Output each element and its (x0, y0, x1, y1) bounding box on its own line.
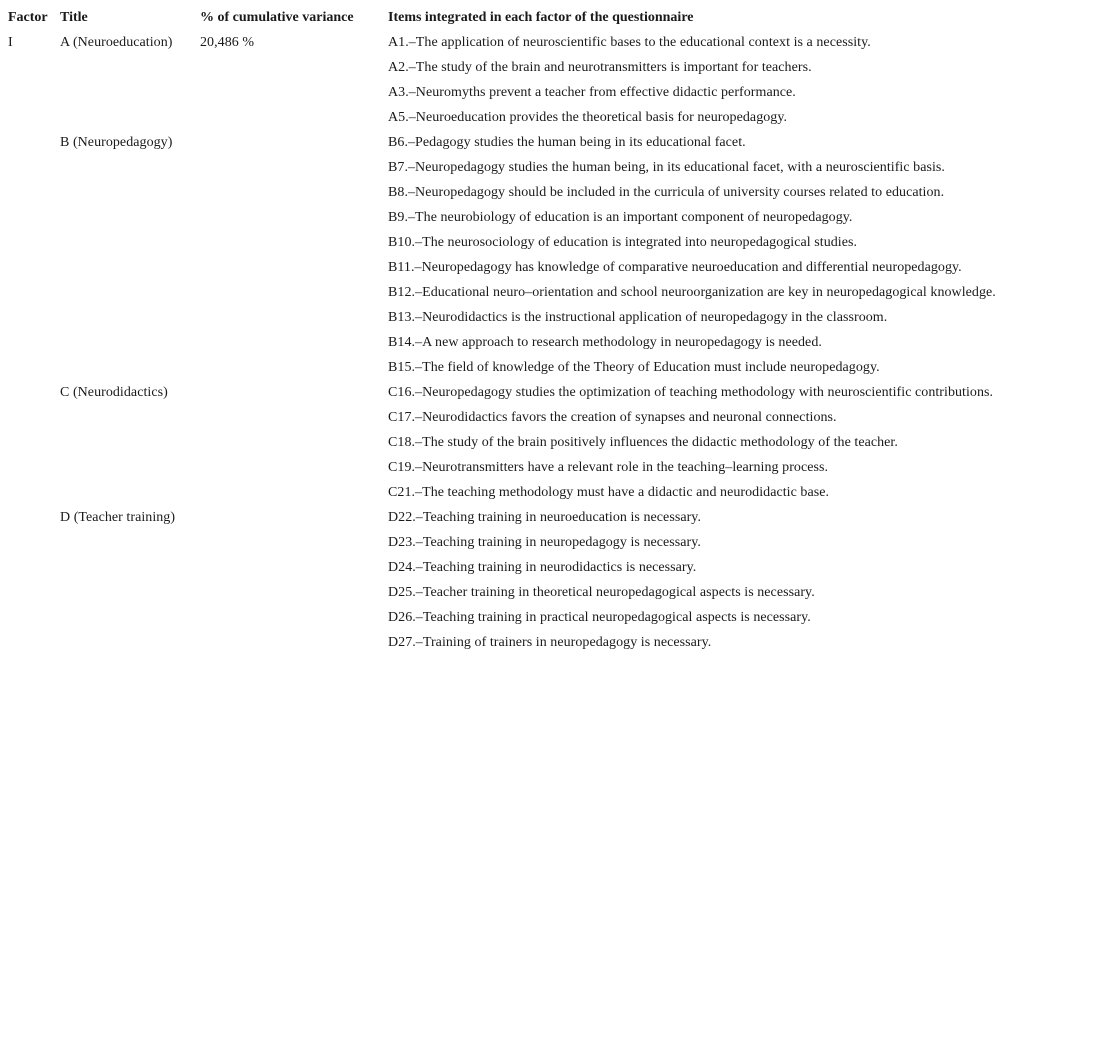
cell-factor (5, 55, 57, 80)
cell-item: D22.–Teaching training in neuroeducation is necessary. (388, 509, 701, 525)
cell-title (57, 205, 197, 230)
cell-variance (197, 380, 385, 405)
header-factor: Factor (8, 9, 48, 25)
table-row (5, 130, 1107, 155)
table-row (5, 305, 1107, 330)
cell-variance (197, 180, 385, 205)
table-row (5, 505, 1107, 530)
cell-factor (5, 230, 57, 255)
header-row (5, 5, 1107, 30)
cell-variance (197, 205, 385, 230)
table-row (5, 205, 1107, 230)
cell-title: B (Neuropedagogy) (60, 134, 173, 150)
cell-title: C (Neurodidactics) (60, 384, 168, 400)
cell-variance (197, 305, 385, 330)
cell-title (57, 630, 197, 655)
cell-factor (5, 405, 57, 430)
cell-title: A (Neuroeducation) (60, 34, 173, 50)
table-row (5, 630, 1107, 655)
header-variance: % of cumulative variance (200, 9, 354, 25)
table-row (5, 555, 1107, 580)
table-row (5, 330, 1107, 355)
cell-factor (5, 155, 57, 180)
cell-variance (197, 405, 385, 430)
cell-factor (5, 580, 57, 605)
cell-item: B12.–Educational neuro–orientation and school neuroorganization are key in neuropedagogical knowledge. (388, 284, 996, 300)
cell-variance (197, 480, 385, 505)
cell-title (57, 430, 197, 455)
cell-item: B6.–Pedagogy studies the human being in its educational facet. (388, 134, 746, 150)
cell-variance (197, 255, 385, 280)
cell-title (57, 280, 197, 305)
cell-variance (197, 530, 385, 555)
table-row (5, 455, 1107, 480)
cell-item: B14.–A new approach to research methodology in neuropedagogy is needed. (388, 334, 822, 350)
cell-item: B10.–The neurosociology of education is integrated into neuropedagogical studies. (388, 234, 858, 250)
table-body (5, 30, 1107, 655)
cell-factor (5, 530, 57, 555)
table-row (5, 580, 1107, 605)
cell-variance (197, 430, 385, 455)
cell-variance (197, 580, 385, 605)
cell-factor (5, 280, 57, 305)
table-row (5, 55, 1107, 80)
cell-factor (5, 380, 57, 405)
table-row (5, 105, 1107, 130)
cell-item: A3.–Neuromyths prevent a teacher from effective didactic performance. (388, 84, 796, 100)
cell-item: D27.–Training of trainers in neuropedagogy is necessary. (388, 634, 712, 650)
cell-title (57, 555, 197, 580)
cell-factor: I (8, 34, 13, 50)
cell-title (57, 580, 197, 605)
cell-factor (5, 630, 57, 655)
cell-variance (197, 230, 385, 255)
cell-factor (5, 305, 57, 330)
cell-factor (5, 355, 57, 380)
factor-table (5, 5, 1107, 655)
cell-item: A1.–The application of neuroscientific bases to the educational context is a necessity. (388, 34, 871, 50)
table-row (5, 155, 1107, 180)
cell-factor (5, 180, 57, 205)
cell-item: D25.–Teacher training in theoretical neuropedagogical aspects is necessary. (388, 584, 815, 600)
table-row (5, 405, 1107, 430)
header-title: Title (60, 9, 88, 25)
cell-item: B9.–The neurobiology of education is an important component of neuropedagogy. (388, 209, 853, 225)
cell-title (57, 80, 197, 105)
cell-title (57, 55, 197, 80)
cell-variance (197, 280, 385, 305)
cell-factor (5, 130, 57, 155)
cell-title (57, 355, 197, 380)
cell-item: C16.–Neuropedagogy studies the optimization of teaching methodology with neuroscientific contributions. (388, 384, 994, 400)
cell-variance (197, 80, 385, 105)
table-row (5, 530, 1107, 555)
cell-factor (5, 480, 57, 505)
cell-variance (197, 130, 385, 155)
cell-title (57, 305, 197, 330)
table-row (5, 280, 1107, 305)
cell-factor (5, 330, 57, 355)
cell-factor (5, 505, 57, 530)
cell-factor (5, 430, 57, 455)
cell-title (57, 455, 197, 480)
cell-item: D23.–Teaching training in neuropedagogy is necessary. (388, 534, 701, 550)
cell-item: D26.–Teaching training in practical neuropedagogical aspects is necessary. (388, 609, 811, 625)
cell-variance (197, 155, 385, 180)
cell-variance (197, 505, 385, 530)
cell-factor (5, 80, 57, 105)
cell-item: A5.–Neuroeducation provides the theoretical basis for neuropedagogy. (388, 109, 788, 125)
table-row (5, 380, 1107, 405)
cell-variance (197, 455, 385, 480)
cell-title (57, 330, 197, 355)
cell-item: B8.–Neuropedagogy should be included in the curricula of university courses related to education. (388, 184, 945, 200)
cell-item: B15.–The field of knowledge of the Theory of Education must include neuropedagogy. (388, 359, 880, 375)
cell-variance: 20,486 % (200, 34, 255, 50)
header-items: Items integrated in each factor of the questionnaire (388, 9, 694, 25)
cell-item: C19.–Neurotransmitters have a relevant role in the teaching–learning process. (388, 459, 829, 475)
cell-variance (197, 55, 385, 80)
cell-factor (5, 455, 57, 480)
cell-title (57, 530, 197, 555)
table-row (5, 605, 1107, 630)
cell-variance (197, 105, 385, 130)
cell-item: C17.–Neurodidactics favors the creation of synapses and neuronal connections. (388, 409, 837, 425)
cell-variance (197, 630, 385, 655)
cell-title (57, 605, 197, 630)
cell-item: B7.–Neuropedagogy studies the human being, in its educational facet, with a neuroscientific basis. (388, 159, 945, 175)
cell-item: A2.–The study of the brain and neurotransmitters is important for teachers. (388, 59, 812, 75)
table-header (5, 5, 1107, 30)
cell-item: C18.–The study of the brain positively influences the didactic methodology of the teacher. (388, 434, 898, 450)
cell-title (57, 480, 197, 505)
cell-variance (197, 555, 385, 580)
cell-item: B13.–Neurodidactics is the instructional application of neuropedagogy in the classroom. (388, 309, 888, 325)
table-row (5, 80, 1107, 105)
cell-item: C21.–The teaching methodology must have a didactic and neurodidactic base. (388, 484, 830, 500)
cell-variance (197, 330, 385, 355)
cell-factor (5, 605, 57, 630)
cell-title (57, 230, 197, 255)
table-row (5, 180, 1107, 205)
table-row (5, 480, 1107, 505)
cell-factor (5, 555, 57, 580)
table-row (5, 255, 1107, 280)
cell-factor (5, 105, 57, 130)
cell-title: D (Teacher training) (60, 509, 176, 525)
cell-title (57, 155, 197, 180)
cell-title (57, 105, 197, 130)
cell-title (57, 255, 197, 280)
cell-variance (197, 355, 385, 380)
cell-item: B11.–Neuropedagogy has knowledge of comparative neuroeducation and differential neuropedagogy. (388, 259, 962, 275)
table-row (5, 30, 1107, 55)
cell-factor (5, 255, 57, 280)
cell-item: D24.–Teaching training in neurodidactics is necessary. (388, 559, 697, 575)
table-row (5, 430, 1107, 455)
cell-title (57, 180, 197, 205)
cell-factor (5, 205, 57, 230)
table-row (5, 355, 1107, 380)
table-row (5, 230, 1107, 255)
cell-title (57, 405, 197, 430)
cell-variance (197, 605, 385, 630)
